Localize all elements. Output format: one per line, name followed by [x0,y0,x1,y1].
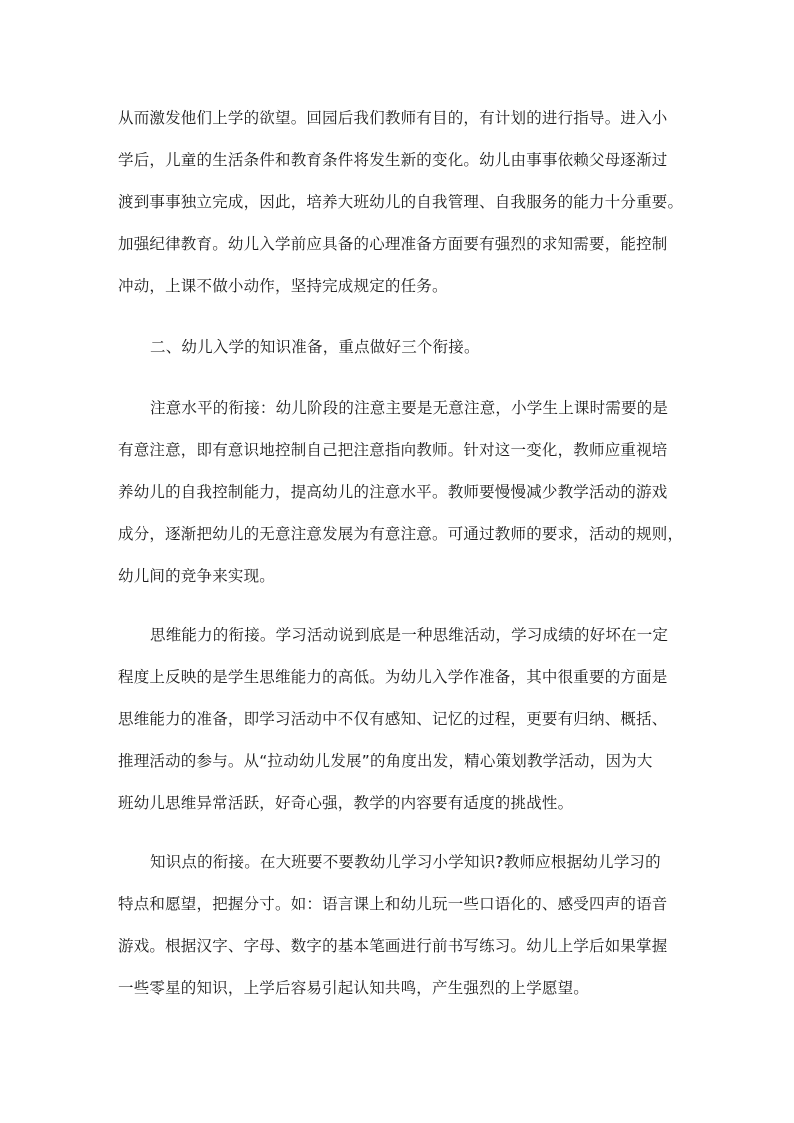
paragraph-1-line-1: 从而激发他们上学的欲望。回园后我们教师有目的，有计划的进行指导。进入小 [118,109,668,127]
paragraph-1 [118,97,684,307]
paragraph-attention [118,387,684,597]
paragraph-attention-line-1: 注意水平的衔接：幼儿阶段的注意主要是无意注意，小学生上课时需要的是 [150,399,669,417]
paragraph-knowledge [118,841,678,1009]
paragraph-thinking-line-1: 思维能力的衔接。学习活动说到底是一种思维活动，学习成绩的好坏在一定 [150,626,669,644]
paragraph-attention-line-2: 有意注意，即有意识地控制自己把注意指向教师。针对这一变化，教师应重视培 [118,441,668,459]
paragraph-attention-line-4: 成分，逐渐把幼儿的无意注意发展为有意注意。可通过教师的要求，活动的规则， [118,525,684,543]
paragraph-attention-line-3: 养幼儿的自我控制能力，提高幼儿的注意水平。教师要慢慢减少教学活动的游戏 [118,483,668,501]
paragraph-thinking-line-4: 推理活动的参与。从“拉动幼儿发展”的角度出发，精心策划教学活动，因为大 [118,752,653,770]
section-heading-line: 二、幼儿入学的知识准备，重点做好三个衔接。 [150,338,480,356]
paragraph-knowledge-line-3: 游戏。根据汉字、字母、数字的基本笔画进行前书写练习。幼儿上学后如果掌握 [118,937,668,955]
paragraph-thinking-line-3: 思维能力的准备，即学习活动中不仅有感知、记忆的过程，更要有归纳、概括、 [118,710,668,728]
paragraph-thinking [118,614,678,824]
section-heading [118,326,678,368]
paragraph-knowledge-line-4: 一些零星的知识，上学后容易引起认知共鸣，产生强烈的上学愿望。 [118,979,590,997]
paragraph-thinking-line-2: 程度上反映的是学生思维能力的高低。为幼儿入学作准备，其中很重要的方面是 [118,668,668,686]
paragraph-1-line-2: 学后，儿童的生活条件和教育条件将发生新的变化。幼儿由事事依赖父母逐渐过 [118,151,668,169]
paragraph-knowledge-line-2: 特点和愿望，把握分寸。如：语言课上和幼儿玩一些口语化的、感受四声的语音 [118,895,668,913]
paragraph-1-line-5: 冲动，上课不做小动作，坚持完成规定的任务。 [118,277,448,295]
paragraph-attention-line-5: 幼儿间的竞争来实现。 [118,567,276,585]
paragraph-thinking-line-5: 班幼儿思维异常活跃，好奇心强，教学的内容要有适度的挑战性。 [118,794,574,812]
paragraph-knowledge-line-1: 知识点的衔接。在大班要不要教幼儿学习小学知识?教师应根据幼儿学习的 [150,853,661,871]
paragraph-1-line-4: 加强纪律教育。幼儿入学前应具备的心理准备方面要有强烈的求知需要，能控制 [118,235,668,253]
paragraph-1-line-3: 渡到事事独立完成，因此，培养大班幼儿的自我管理、自我服务的能力十分重要。 [118,193,684,211]
